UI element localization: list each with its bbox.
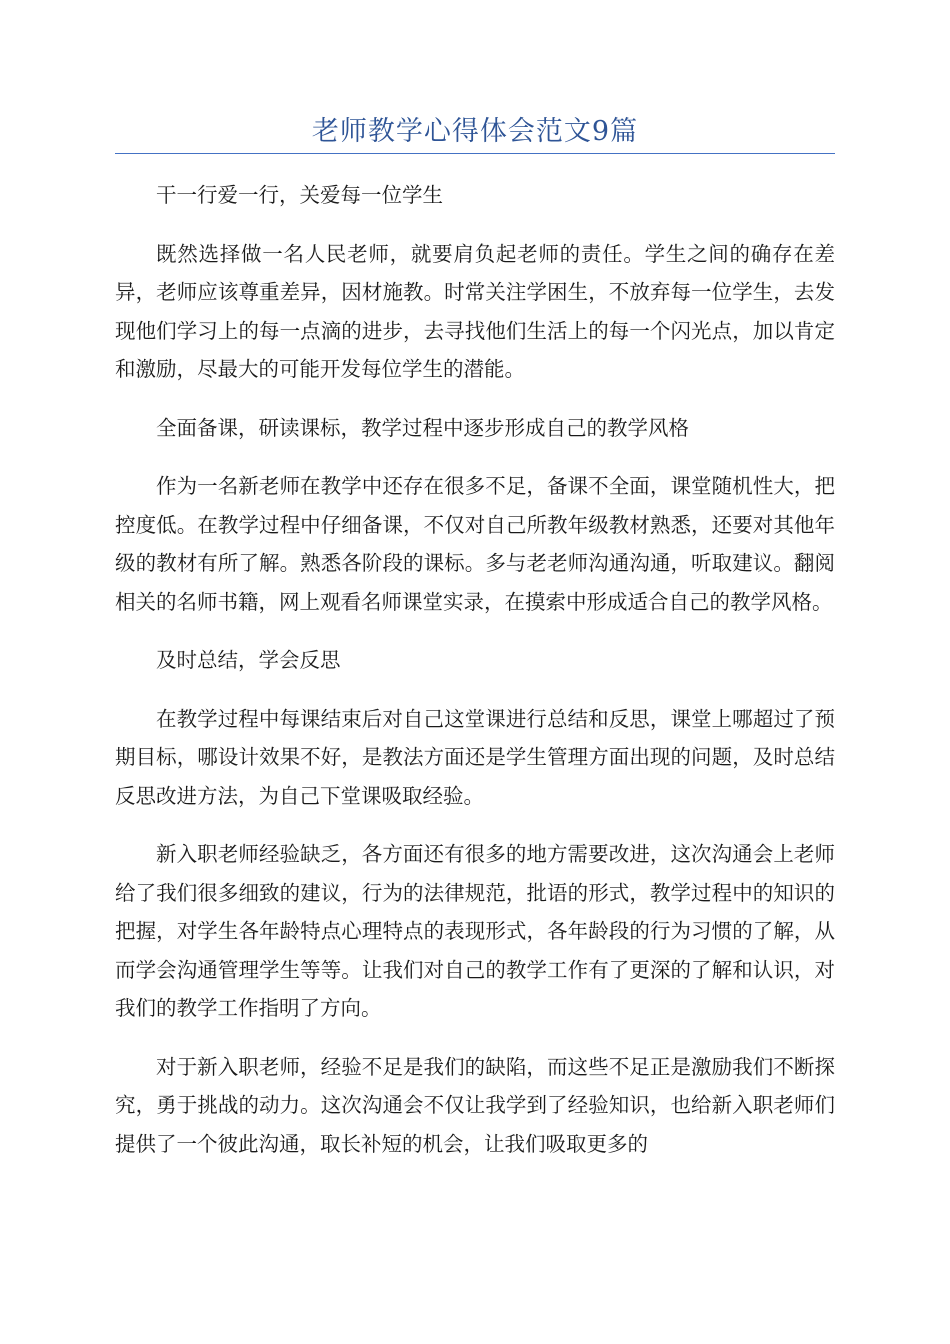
section-heading: 及时总结，学会反思 bbox=[156, 648, 341, 672]
body-paragraph: 在教学过程中每课结束后对自己这堂课进行总结和反思，课堂上哪超过了预期目标，哪设计效果不好，是教法方面还是学生管理方面出现的问题，及时总结反思改进方法，为自己下堂课吸取经验。 bbox=[115, 706, 835, 808]
title-underline bbox=[115, 153, 835, 154]
document-body bbox=[115, 176, 835, 1183]
body-paragraph: 既然选择做一名人民老师，就要肩负起老师的责任。学生之间的确存在差异，老师应该尊重差异，因材施教。时常关注学困生，不放弃每一位学生，去发现他们学习上的每一点滴的进步，去寻找他们生活上的每一个闪光点，加以肯定和激励，尽最大的可能开发每位学生的潜能。 bbox=[115, 241, 835, 381]
body-paragraph: 对于新入职老师，经验不足是我们的缺陷，而这些不足正是激励我们不断探究，勇于挑战的动力。这次沟通会不仅让我学到了经验知识，也给新入职老师们提供了一个彼此沟通，取长补短的机会，让我们吸取更多的 bbox=[115, 1054, 835, 1156]
section-heading: 干一行爱一行，关爱每一位学生 bbox=[156, 183, 443, 207]
section-heading: 全面备课，研读课标，教学过程中逐步形成自己的教学风格 bbox=[156, 415, 689, 440]
document-title: 老师教学心得体会范文9篇 bbox=[311, 116, 639, 147]
body-paragraph: 新入职老师经验缺乏，各方面还有很多的地方需要改进，这次沟通会上老师给了我们很多细致的建议，行为的法律规范，批语的形式，教学过程中的知识的把握，对学生各年龄特点心理特点的表现形式，各年龄段的行为习惯的了解，从而学会沟通管理学生等等。让我们对自己的教学工作有了更深的了解和认识，对我们的教学工作指明了方向。 bbox=[115, 842, 835, 1020]
body-paragraph: 作为一名新老师在教学中还存在很多不足，备课不全面，课堂随机性大，把控度低。在教学过程中仔细备课，不仅对自己所教年级教材熟悉，还要对其他年级的教材有所了解。熟悉各阶段的课标。多与老老师沟通沟通，听取建议。翻阅相关的名师书籍，网上观看名师课堂实录，在摸索中形成适合自己的教学风格。 bbox=[115, 474, 835, 614]
